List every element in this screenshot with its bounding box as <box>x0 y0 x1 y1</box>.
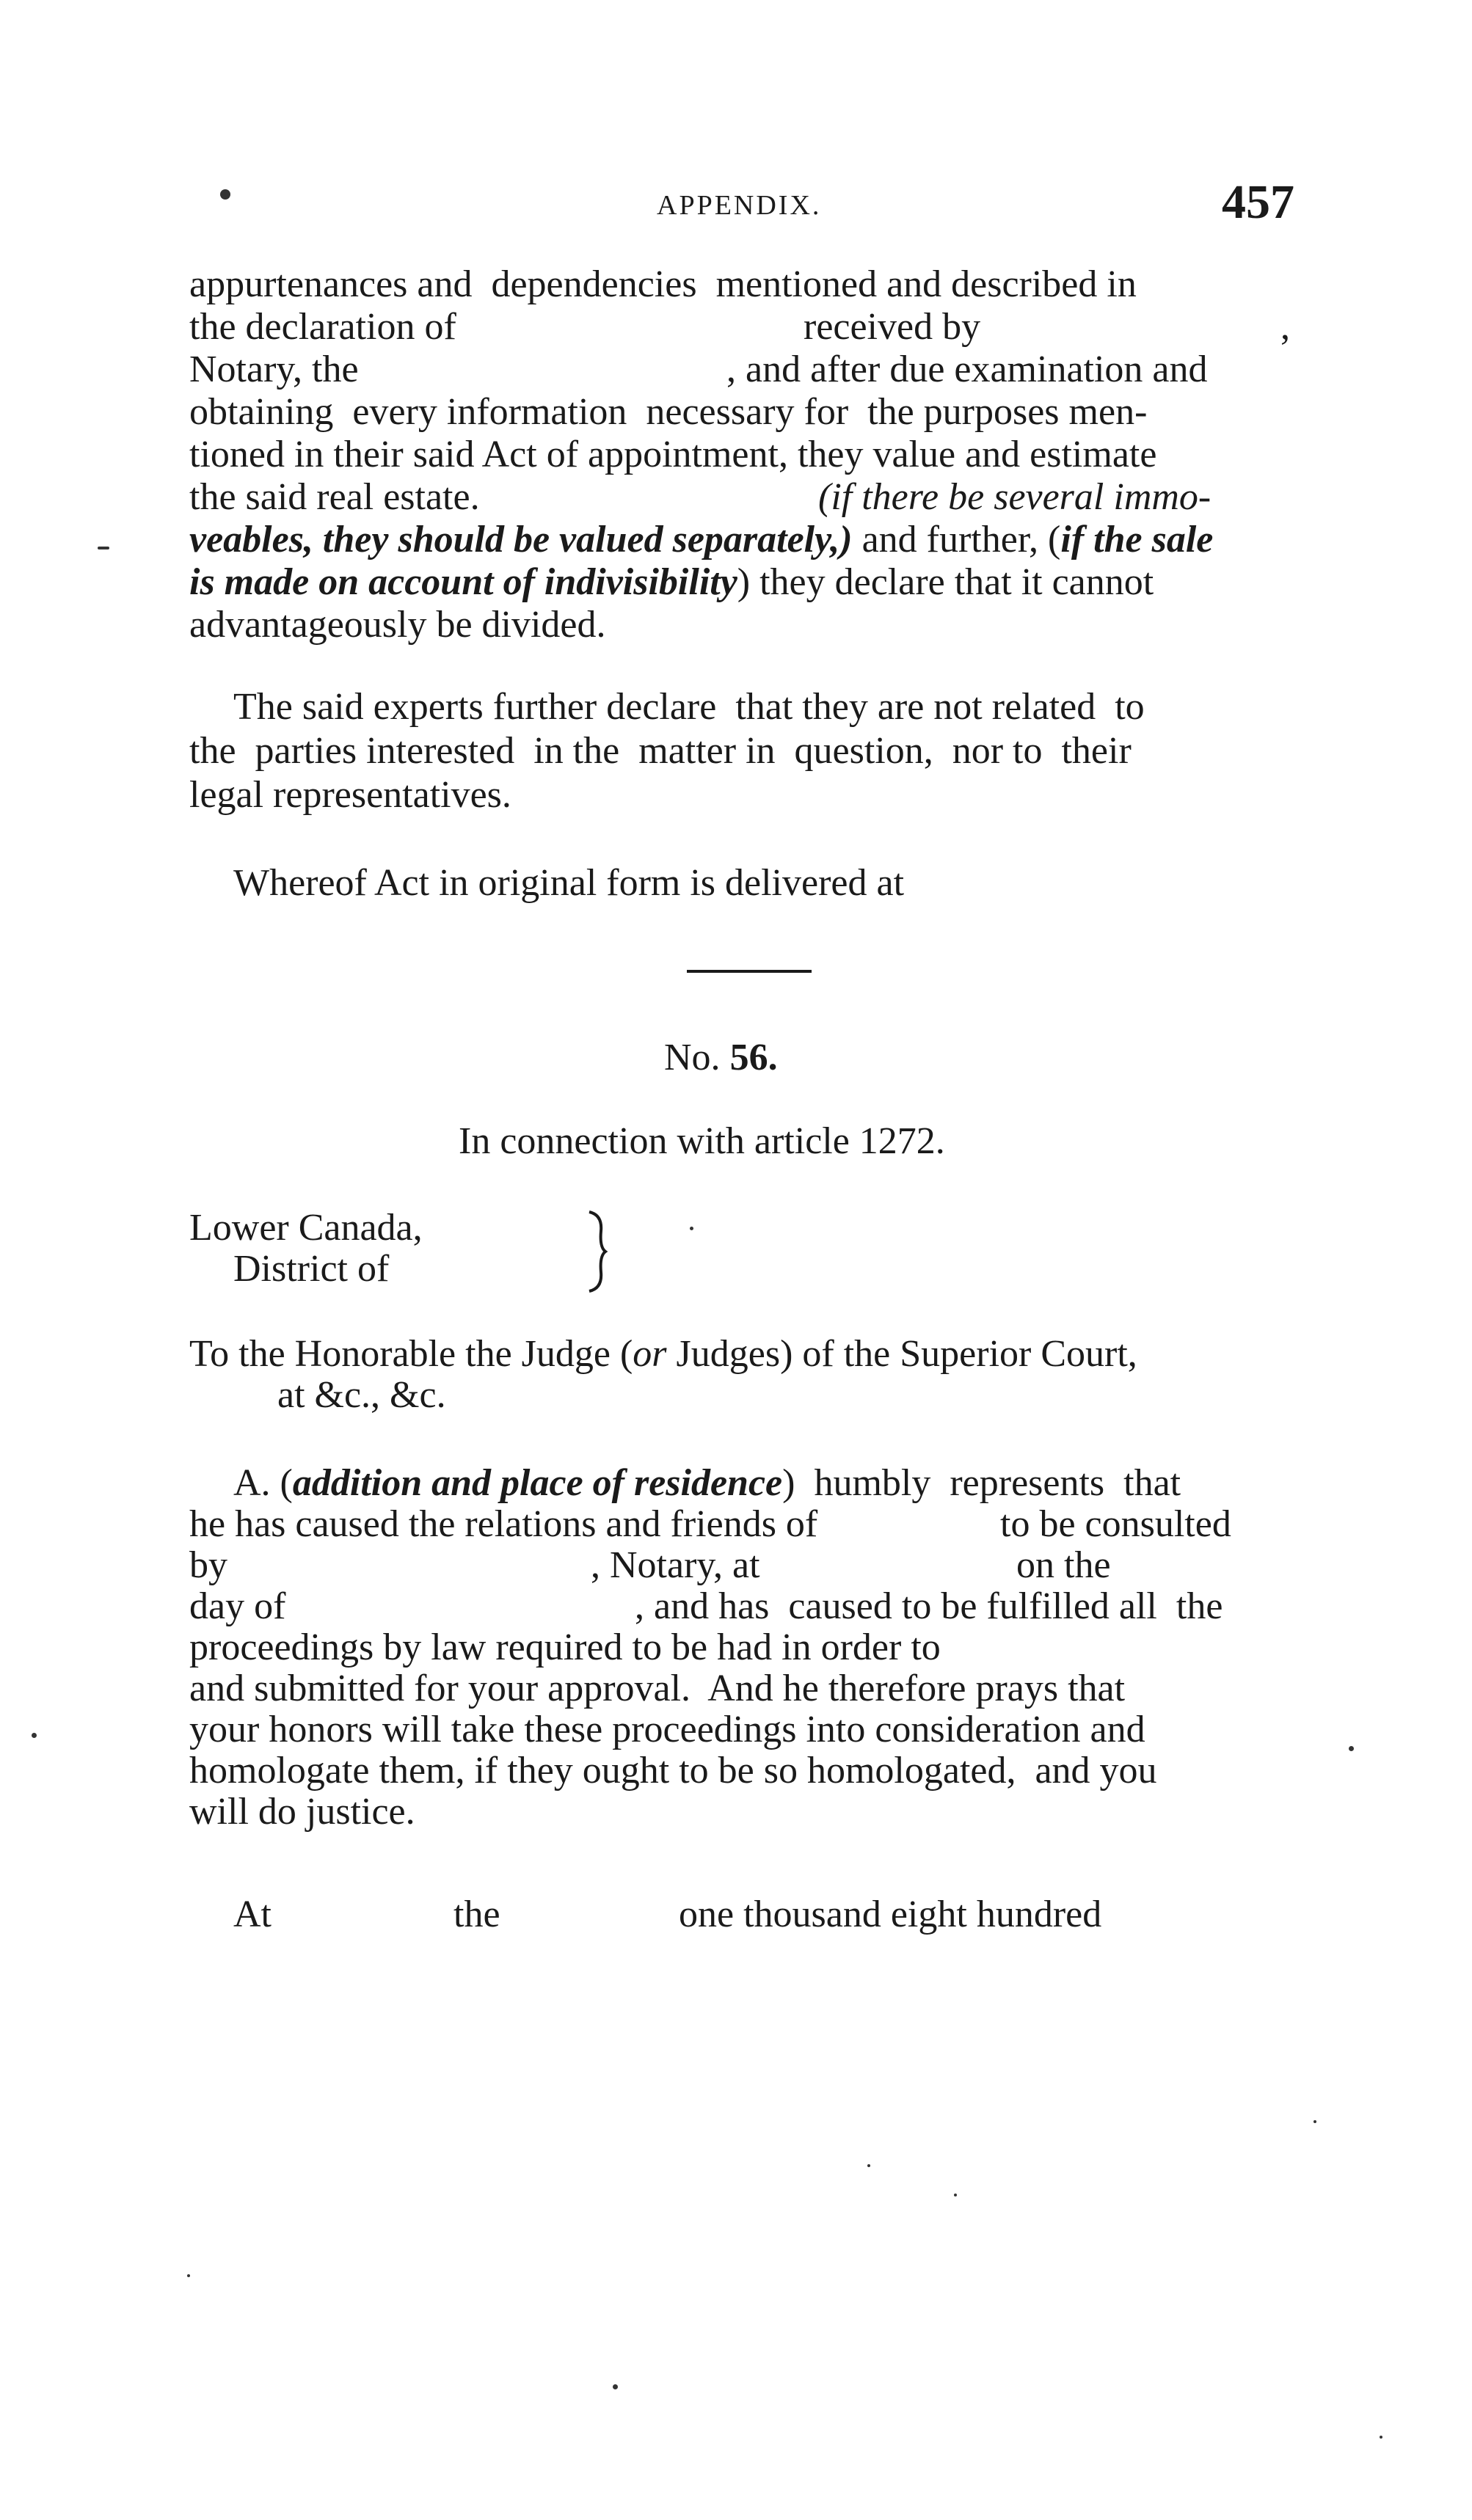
margin-dash <box>98 547 109 549</box>
para1-line2a: the declaration of <box>189 306 456 348</box>
para1-line7 <box>189 519 1213 560</box>
petition-line1-a: A. ( <box>233 1462 293 1504</box>
petition-line8: homologate them, if they ought to be so homologated, and you <box>189 1750 1157 1792</box>
para1-line9: advantageously be divided. <box>189 604 606 646</box>
para2-line1: The said experts further declare that they are not related to <box>233 686 1145 728</box>
section-number <box>664 1037 778 1078</box>
para1-line1: appurtenances and dependencies mentioned and described in <box>189 263 1137 305</box>
address-line2: at &c., &c. <box>277 1374 446 1416</box>
para1-line7-italic: veables, they should be valued separately,) <box>189 519 853 560</box>
petition-line3a: by <box>189 1544 227 1586</box>
address-line1 <box>189 1334 1137 1375</box>
para1-line4: obtaining every information necessary for the purposes men- <box>189 391 1148 433</box>
petition-line9: will do justice. <box>189 1791 415 1833</box>
caption-line1: Lower Canada, <box>189 1207 423 1249</box>
para1-line6b: (if there be several immo- <box>818 476 1212 518</box>
petition-line2b: to be consulted <box>1000 1503 1231 1545</box>
running-header: APPENDIX. <box>657 190 822 221</box>
petition-line4b: , and has caused to be fulfilled all the <box>635 1585 1223 1627</box>
closing-phrase: one thousand eight hundred <box>679 1893 1102 1935</box>
para1-line5: tioned in their said Act of appointment, they value and estimate <box>189 434 1157 475</box>
address-prefix: To the Honorable the Judge ( <box>189 1333 633 1375</box>
speck <box>867 2164 870 2167</box>
petition-line3c: on the <box>1016 1544 1111 1586</box>
closing-word-the: the <box>453 1893 500 1935</box>
section-number-value: 56. <box>729 1037 778 1078</box>
speck <box>613 2384 618 2389</box>
margin-dot <box>32 1733 37 1738</box>
para1-line7-italic2: if the sale <box>1060 519 1214 560</box>
para1-line6a: the said real estate. <box>189 476 480 518</box>
petition-line1-italic: addition and place of residence <box>292 1462 783 1504</box>
petition-line7: your honors will take these proceedings into consideration and <box>189 1709 1145 1750</box>
para1-line2c: , <box>1280 306 1290 348</box>
para1-line2b: received by <box>804 306 981 348</box>
caption-line2: District of <box>233 1248 390 1290</box>
petition-line4a: day of <box>189 1585 286 1627</box>
margin-dot <box>1349 1746 1354 1751</box>
petition-line3b: , Notary, at <box>591 1544 760 1586</box>
para1-line3b: , and after due examination and <box>726 348 1208 390</box>
petition-line5: proceedings by law required to be had in order to <box>189 1626 941 1668</box>
speck <box>187 2274 190 2277</box>
caption-brace <box>583 1209 613 1294</box>
petition-line2a: he has caused the relations and friends of <box>189 1503 818 1545</box>
speck <box>1380 2436 1382 2439</box>
section-number-label: No. <box>664 1037 721 1078</box>
address-suffix: Judges) of the Superior Court, <box>666 1333 1137 1375</box>
para1-line8-roman: ) they declare that it cannot <box>737 561 1154 603</box>
para1-line8-italic: is made on account of indivisibility <box>189 561 737 603</box>
para1-line3a: Notary, the <box>189 348 359 390</box>
section-rule <box>687 970 812 973</box>
bullet-mark <box>220 189 230 200</box>
speck <box>954 2194 957 2196</box>
petition-line1 <box>233 1463 1181 1504</box>
petition-line1-c: ) humbly represents that <box>782 1462 1181 1504</box>
section-subtitle: In connection with article 1272. <box>459 1120 945 1162</box>
para1-line7-roman: and further, ( <box>852 519 1061 560</box>
speck <box>690 1227 693 1230</box>
address-or: or <box>633 1333 667 1375</box>
para2-line2: the parties interested in the matter in question, nor to their <box>189 730 1132 772</box>
speck <box>1313 2120 1316 2123</box>
petition-line6: and submitted for your approval. And he therefore prays that <box>189 1668 1126 1709</box>
para1-line8 <box>189 562 1154 603</box>
page-number: 457 <box>1222 175 1294 229</box>
para3-line1: Whereof Act in original form is delivered at <box>233 862 905 904</box>
para2-line3: legal representatives. <box>189 774 511 816</box>
closing-word-at: At <box>233 1893 272 1935</box>
